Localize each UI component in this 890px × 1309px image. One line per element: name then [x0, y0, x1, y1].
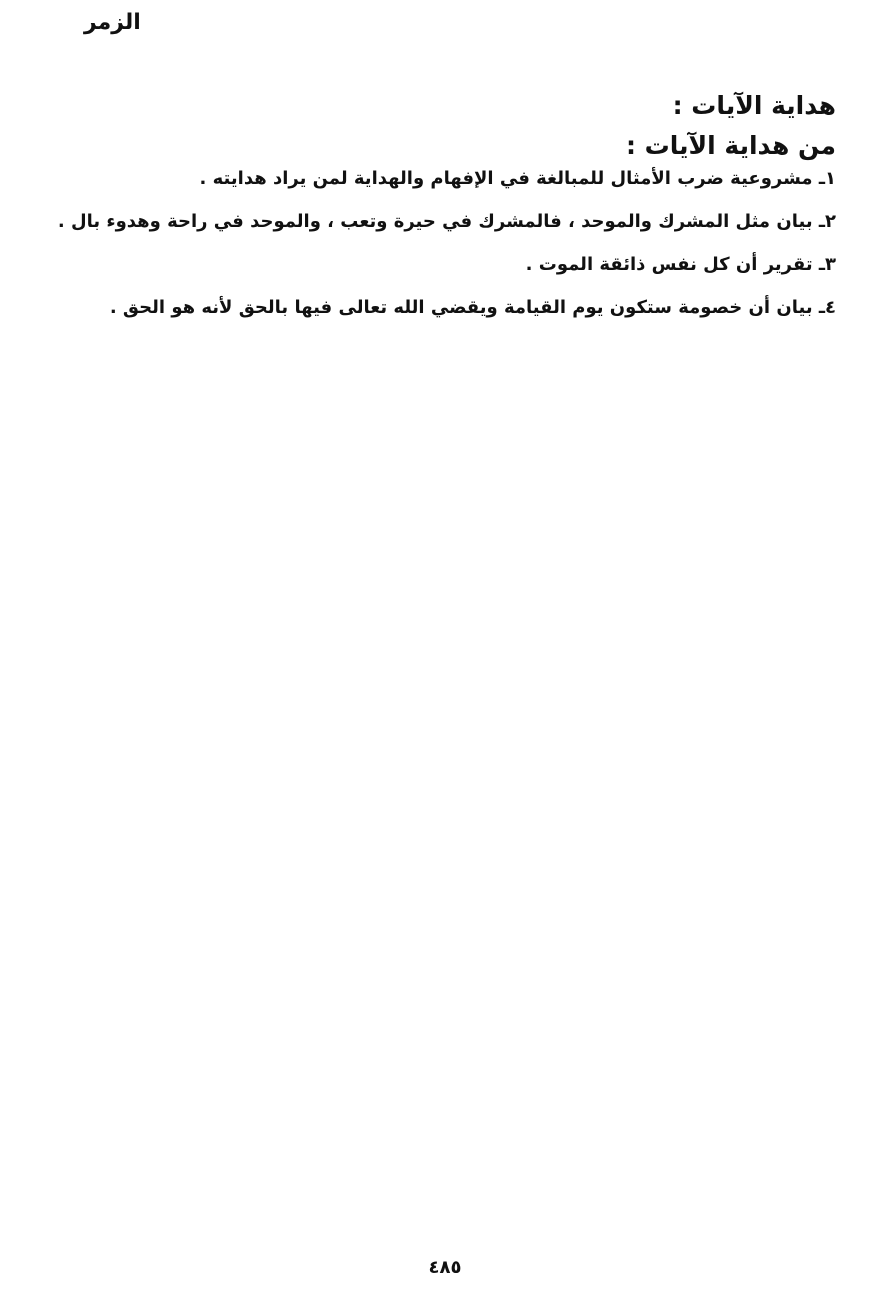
guidance-point-2: ٢ـ بيان مثل المشرك والموحد ، فالمشرك في حيرة وتعب ، والموحد في راحة وهدوء بال .: [57, 211, 836, 232]
guidance-point-1: ١ـ مشروعية ضرب الأمثال للمبالغة في الإفهام والهداية لمن يراد هدايته .: [199, 168, 836, 189]
page-content: [57, 86, 836, 340]
guidance-points-list: [57, 168, 836, 319]
subsection-heading: من هداية الآيات :: [625, 131, 836, 160]
guidance-point-3: ٣ـ تقرير أن كل نفس ذائقة الموت .: [525, 254, 836, 275]
guidance-point-4: ٤ـ بيان أن خصومة ستكون يوم القيامة ويقضي الله تعالى فيها بالحق لأنه هو الحق .: [109, 297, 836, 318]
section-heading: هداية الآيات :: [672, 91, 836, 120]
running-header-surah-name: الزمر: [84, 10, 141, 35]
page-number: ٤٨٥: [428, 1257, 462, 1278]
